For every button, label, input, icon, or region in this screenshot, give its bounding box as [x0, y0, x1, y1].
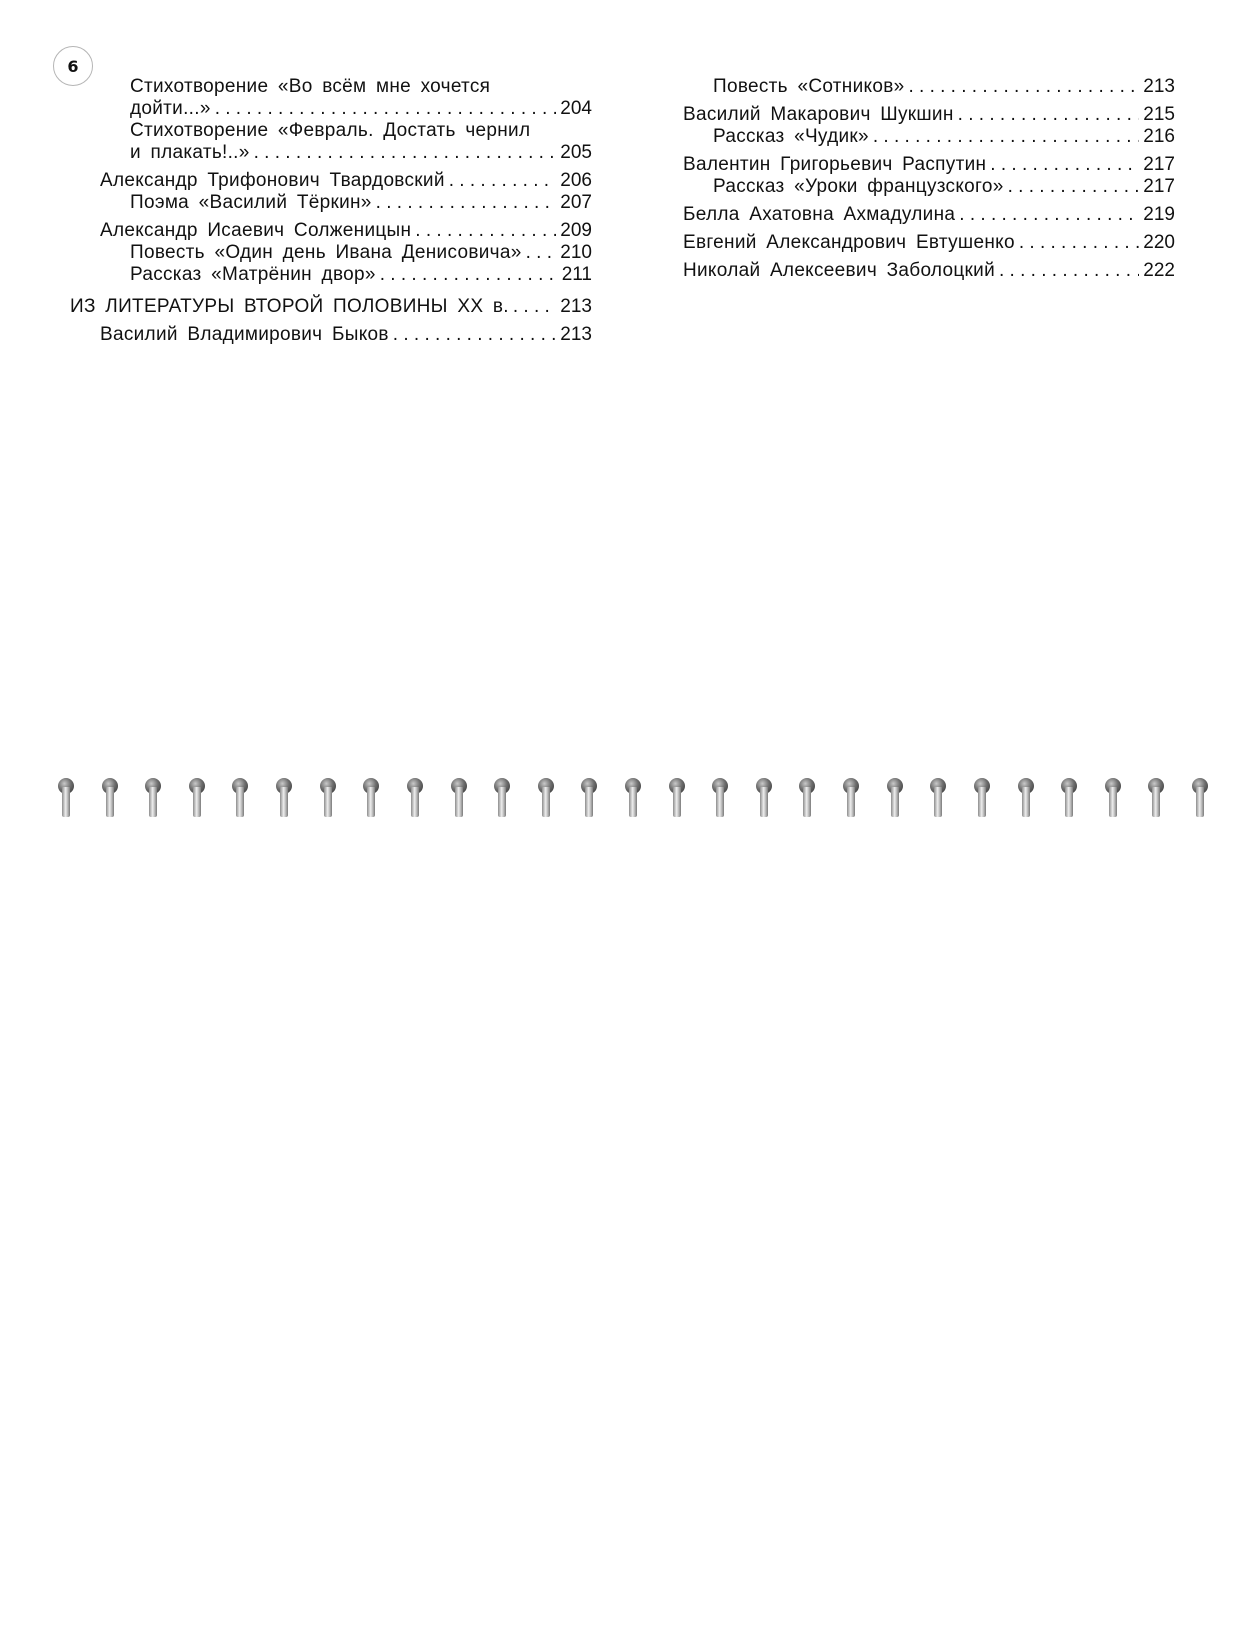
toc-right-column	[683, 76, 1175, 282]
toc-entry	[683, 204, 1175, 226]
ring-wire	[193, 787, 201, 817]
ring-wire	[1196, 787, 1204, 817]
leader-dots	[449, 170, 557, 192]
ring-wire	[1065, 787, 1073, 817]
toc-entry-row	[683, 104, 1175, 126]
spiral-ring-icon	[1018, 778, 1034, 818]
ring-wire	[455, 787, 463, 817]
ring-wire	[149, 787, 157, 817]
spiral-ring-icon	[58, 778, 74, 818]
leader-dots	[959, 204, 1139, 226]
ring-wire	[236, 787, 244, 817]
toc-entry	[683, 126, 1175, 148]
leader-dots	[958, 104, 1140, 126]
toc-entry-row	[683, 204, 1175, 226]
toc-entry-title: Александр Трифонович Твардовский	[100, 170, 445, 191]
toc-entry	[70, 220, 592, 242]
leader-dots	[215, 98, 557, 120]
spiral-ring-icon	[145, 778, 161, 818]
spiral-ring-icon	[363, 778, 379, 818]
toc-entry-row	[130, 264, 592, 286]
ring-wire	[978, 787, 986, 817]
toc-page-number: 213	[1143, 76, 1175, 97]
leader-dots	[990, 154, 1139, 176]
ring-wire	[1022, 787, 1030, 817]
spiral-ring-icon	[581, 778, 597, 818]
toc-page-number: 204	[560, 98, 592, 119]
spiral-ring-icon	[799, 778, 815, 818]
toc-entry-title-line: и плакать!..»	[130, 142, 250, 163]
spiral-ring-icon	[1105, 778, 1121, 818]
toc-page-number: 216	[1143, 126, 1175, 147]
leader-dots	[380, 264, 558, 286]
toc-entry	[70, 264, 592, 286]
toc-entry-row	[713, 76, 1175, 98]
ring-wire	[324, 787, 332, 817]
spiral-ring-icon	[887, 778, 903, 818]
spiral-ring-icon	[494, 778, 510, 818]
ring-wire	[585, 787, 593, 817]
ring-wire	[760, 787, 768, 817]
toc-left-column	[70, 76, 592, 346]
ring-wire	[106, 787, 114, 817]
spiral-ring-icon	[756, 778, 772, 818]
toc-page-number: 213	[560, 324, 592, 345]
toc-entry	[683, 260, 1175, 282]
leader-dots	[1019, 232, 1139, 254]
toc-entry-title: Рассказ «Уроки французского»	[713, 176, 1004, 197]
leader-dots	[513, 296, 556, 318]
toc-entry-title: Рассказ «Матрёнин двор»	[130, 264, 376, 285]
toc-entry-title: Белла Ахатовна Ахмадулина	[683, 204, 956, 225]
toc-entry-title: ИЗ ЛИТЕРАТУРЫ ВТОРОЙ ПОЛОВИНЫ XX в.	[70, 296, 509, 317]
toc-entry-row	[70, 296, 592, 318]
toc-entry-title-line: Стихотворение «Февраль. Достать чернил	[130, 120, 531, 141]
ring-wire	[673, 787, 681, 817]
toc-entry-row	[130, 192, 592, 214]
spiral-ring-icon	[451, 778, 467, 818]
spiral-ring-icon	[930, 778, 946, 818]
toc-entry-title: Поэма «Василий Тёркин»	[130, 192, 372, 213]
ring-wire	[411, 787, 419, 817]
toc-page-number: 205	[560, 142, 592, 163]
toc-entry	[683, 76, 1175, 98]
ring-wire	[716, 787, 724, 817]
toc-entry-row	[100, 324, 592, 346]
spiral-ring-icon	[843, 778, 859, 818]
toc-page-number: 207	[560, 192, 592, 213]
leader-dots	[254, 142, 557, 164]
leader-dots	[393, 324, 557, 346]
toc-entry-title-line: Стихотворение «Во всём мне хочется	[130, 76, 491, 97]
toc-entry	[683, 104, 1175, 126]
toc-entry-title: Рассказ «Чудик»	[713, 126, 869, 147]
toc-page-number: 220	[1143, 232, 1175, 253]
spiral-ring-icon	[1148, 778, 1164, 818]
leader-dots	[376, 192, 557, 214]
spiral-ring-icon	[1061, 778, 1077, 818]
spiral-ring-icon	[407, 778, 423, 818]
leader-dots	[999, 260, 1139, 282]
toc-entry-row	[130, 98, 592, 120]
ring-wire	[498, 787, 506, 817]
toc-entry	[683, 154, 1175, 176]
toc-page-number: 210	[560, 242, 592, 263]
spiral-binding	[58, 778, 1208, 818]
spiral-ring-icon	[974, 778, 990, 818]
page-number: 6	[67, 56, 79, 76]
toc-entry	[683, 176, 1175, 198]
toc-page-number: 209	[560, 220, 592, 241]
ring-wire	[891, 787, 899, 817]
leader-dots	[908, 76, 1139, 98]
ring-wire	[847, 787, 855, 817]
spiral-ring-icon	[189, 778, 205, 818]
spiral-ring-icon	[276, 778, 292, 818]
toc-page-number: 217	[1143, 176, 1175, 197]
leader-dots	[1008, 176, 1140, 198]
toc-entry-title: Василий Макарович Шукшин	[683, 104, 954, 125]
toc-entry-title: Александр Исаевич Солженицын	[100, 220, 412, 241]
ring-wire	[367, 787, 375, 817]
toc-entry-title: Василий Владимирович Быков	[100, 324, 389, 345]
spiral-ring-icon	[1192, 778, 1208, 818]
toc-entry-row	[683, 232, 1175, 254]
toc-entry-title-line: дойти...»	[130, 98, 211, 119]
toc-page-number: 213	[560, 296, 592, 317]
ring-wire	[542, 787, 550, 817]
spiral-ring-icon	[538, 778, 554, 818]
ring-wire	[629, 787, 637, 817]
toc-entry-row	[100, 170, 592, 192]
spiral-ring-icon	[232, 778, 248, 818]
leader-dots	[415, 220, 556, 242]
ring-wire	[1152, 787, 1160, 817]
toc-page-number: 217	[1143, 154, 1175, 175]
toc-entry-title: Николай Алексеевич Заболоцкий	[683, 260, 995, 281]
toc-entry-title: Валентин Григорьевич Распутин	[683, 154, 987, 175]
toc-entry-row	[713, 126, 1175, 148]
toc-entry	[70, 192, 592, 214]
toc-page-number: 211	[561, 264, 592, 285]
toc-entry-row	[683, 154, 1175, 176]
leader-dots	[873, 126, 1139, 148]
toc-page-number: 219	[1143, 204, 1175, 225]
ring-wire	[280, 787, 288, 817]
spiral-ring-icon	[625, 778, 641, 818]
toc-entry-row	[713, 176, 1175, 198]
toc-page-number: 206	[560, 170, 592, 191]
toc-entry-row	[130, 142, 592, 164]
toc-entry-title: Евгений Александрович Евтушенко	[683, 232, 1015, 253]
toc-entry	[70, 242, 592, 264]
toc-entry	[70, 296, 592, 318]
toc-entry-title: Повесть «Сотников»	[713, 76, 905, 97]
toc-entry-row	[100, 220, 592, 242]
leader-dots	[526, 242, 557, 264]
toc-entry-title: Повесть «Один день Ивана Денисовича»	[130, 242, 522, 263]
ring-wire	[62, 787, 70, 817]
spiral-ring-icon	[320, 778, 336, 818]
toc-entry-row	[130, 242, 592, 264]
toc-entry	[70, 120, 592, 164]
toc-entry	[70, 76, 592, 120]
toc-page-number: 222	[1143, 260, 1175, 281]
spiral-ring-icon	[712, 778, 728, 818]
ring-wire	[1109, 787, 1117, 817]
toc-page-number: 215	[1143, 104, 1175, 125]
spiral-ring-icon	[669, 778, 685, 818]
ring-wire	[934, 787, 942, 817]
toc-entry	[70, 324, 592, 346]
toc-entry-row	[683, 260, 1175, 282]
toc-entry	[70, 170, 592, 192]
toc-entry	[683, 232, 1175, 254]
spiral-ring-icon	[102, 778, 118, 818]
ring-wire	[803, 787, 811, 817]
